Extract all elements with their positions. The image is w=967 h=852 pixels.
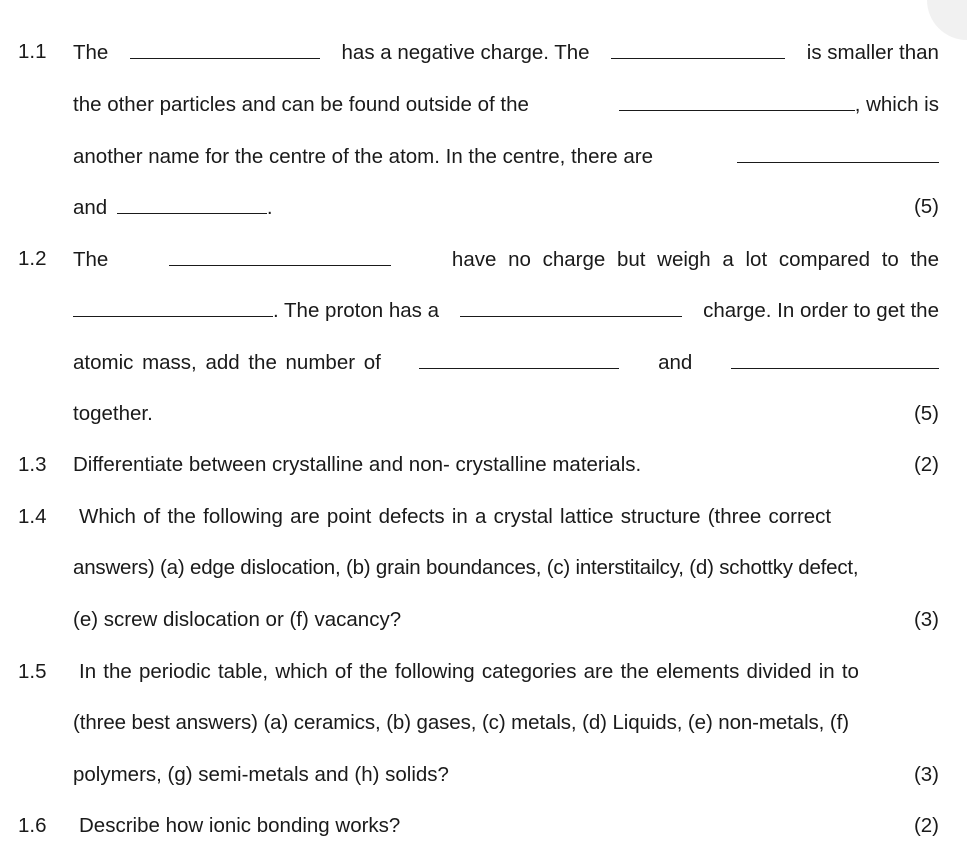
page-corner-shadow [927, 0, 967, 40]
answer-blank[interactable] [611, 39, 785, 59]
q1-1-text: , which is [854, 93, 939, 116]
question-1-4-line-1: Which of the following are point defects in a crystal lattice structure (three correct [79, 505, 832, 528]
q1-2-text: have no charge but weigh a lot compared to the [451, 248, 939, 271]
marks-label: (5) [913, 195, 939, 218]
q1-2-text: atomic mass, add the number of [73, 351, 381, 374]
question-1-5-line-3: polymers, (g) semi-metals and (h) solids? [73, 763, 449, 786]
question-1-2-line-3 [73, 349, 939, 375]
question-1-1-line-4 [73, 194, 939, 220]
question-1-2-line-4 [73, 401, 939, 427]
question-number: 1.6 [18, 814, 47, 837]
q1-2-text: charge. In order to get the [703, 299, 939, 322]
q1-2-text: The [73, 248, 109, 271]
question-1-4-line-3: (e) screw dislocation or (f) vacancy? [73, 608, 402, 631]
q1-1-text: and [73, 196, 108, 219]
question-1-1-line-3 [73, 143, 939, 169]
question-number: 1.2 [18, 247, 47, 270]
question-number: 1.1 [18, 40, 47, 63]
question-1-5-line-2: (three best answers) (a) ceramics, (b) gases, (c) metals, (d) Liquids, (e) non-metals, (f) [73, 711, 849, 734]
q1-2-text: . The proton has a [273, 299, 440, 322]
q1-1-blank-group [619, 91, 939, 118]
answer-blank[interactable] [731, 349, 939, 369]
q1-2-blank-group [73, 297, 439, 324]
q1-2-text: and [658, 351, 693, 374]
question-1-2-line-2 [73, 297, 939, 323]
marks-label: (2) [913, 453, 939, 476]
marks-label: (3) [913, 763, 939, 786]
answer-blank[interactable] [73, 297, 273, 317]
question-1-6-text: Describe how ionic bonding works? [79, 814, 401, 837]
question-number: 1.5 [18, 660, 47, 683]
answer-blank[interactable] [460, 297, 682, 317]
q1-1-text: is smaller than [806, 41, 939, 64]
answer-blank[interactable] [130, 39, 320, 59]
question-1-1-line-1 [73, 39, 939, 65]
answer-blank[interactable] [619, 91, 855, 111]
question-number: 1.4 [18, 505, 47, 528]
answer-blank[interactable] [419, 349, 619, 369]
question-1-2-line-1 [73, 246, 939, 272]
marks-label: (5) [913, 402, 939, 425]
q1-1-text: . [266, 196, 273, 219]
answer-blank[interactable] [117, 194, 267, 214]
q1-1-text: has a negative charge. The [341, 41, 590, 64]
q1-1-text: the other particles and can be found outside of the [73, 93, 529, 116]
question-1-4-line-2: answers) (a) edge dislocation, (b) grain boundances, (c) interstitailcy, (d) schottky defect, [73, 556, 859, 579]
question-1-3-text: Differentiate between crystalline and non- crystalline materials. [73, 453, 642, 476]
answer-blank[interactable] [169, 246, 391, 266]
q1-1-text: another name for the centre of the atom. In the centre, there are [73, 145, 654, 168]
marks-label: (3) [913, 608, 939, 631]
question-1-1-line-2 [73, 91, 939, 117]
marks-label: (2) [913, 814, 939, 837]
question-1-5-line-1: In the periodic table, which of the following categories are the elements divided in to [79, 660, 859, 683]
q1-1-text: The [73, 41, 109, 64]
answer-blank[interactable] [737, 143, 939, 163]
question-number: 1.3 [18, 453, 47, 476]
q1-2-text: together. [73, 402, 153, 425]
